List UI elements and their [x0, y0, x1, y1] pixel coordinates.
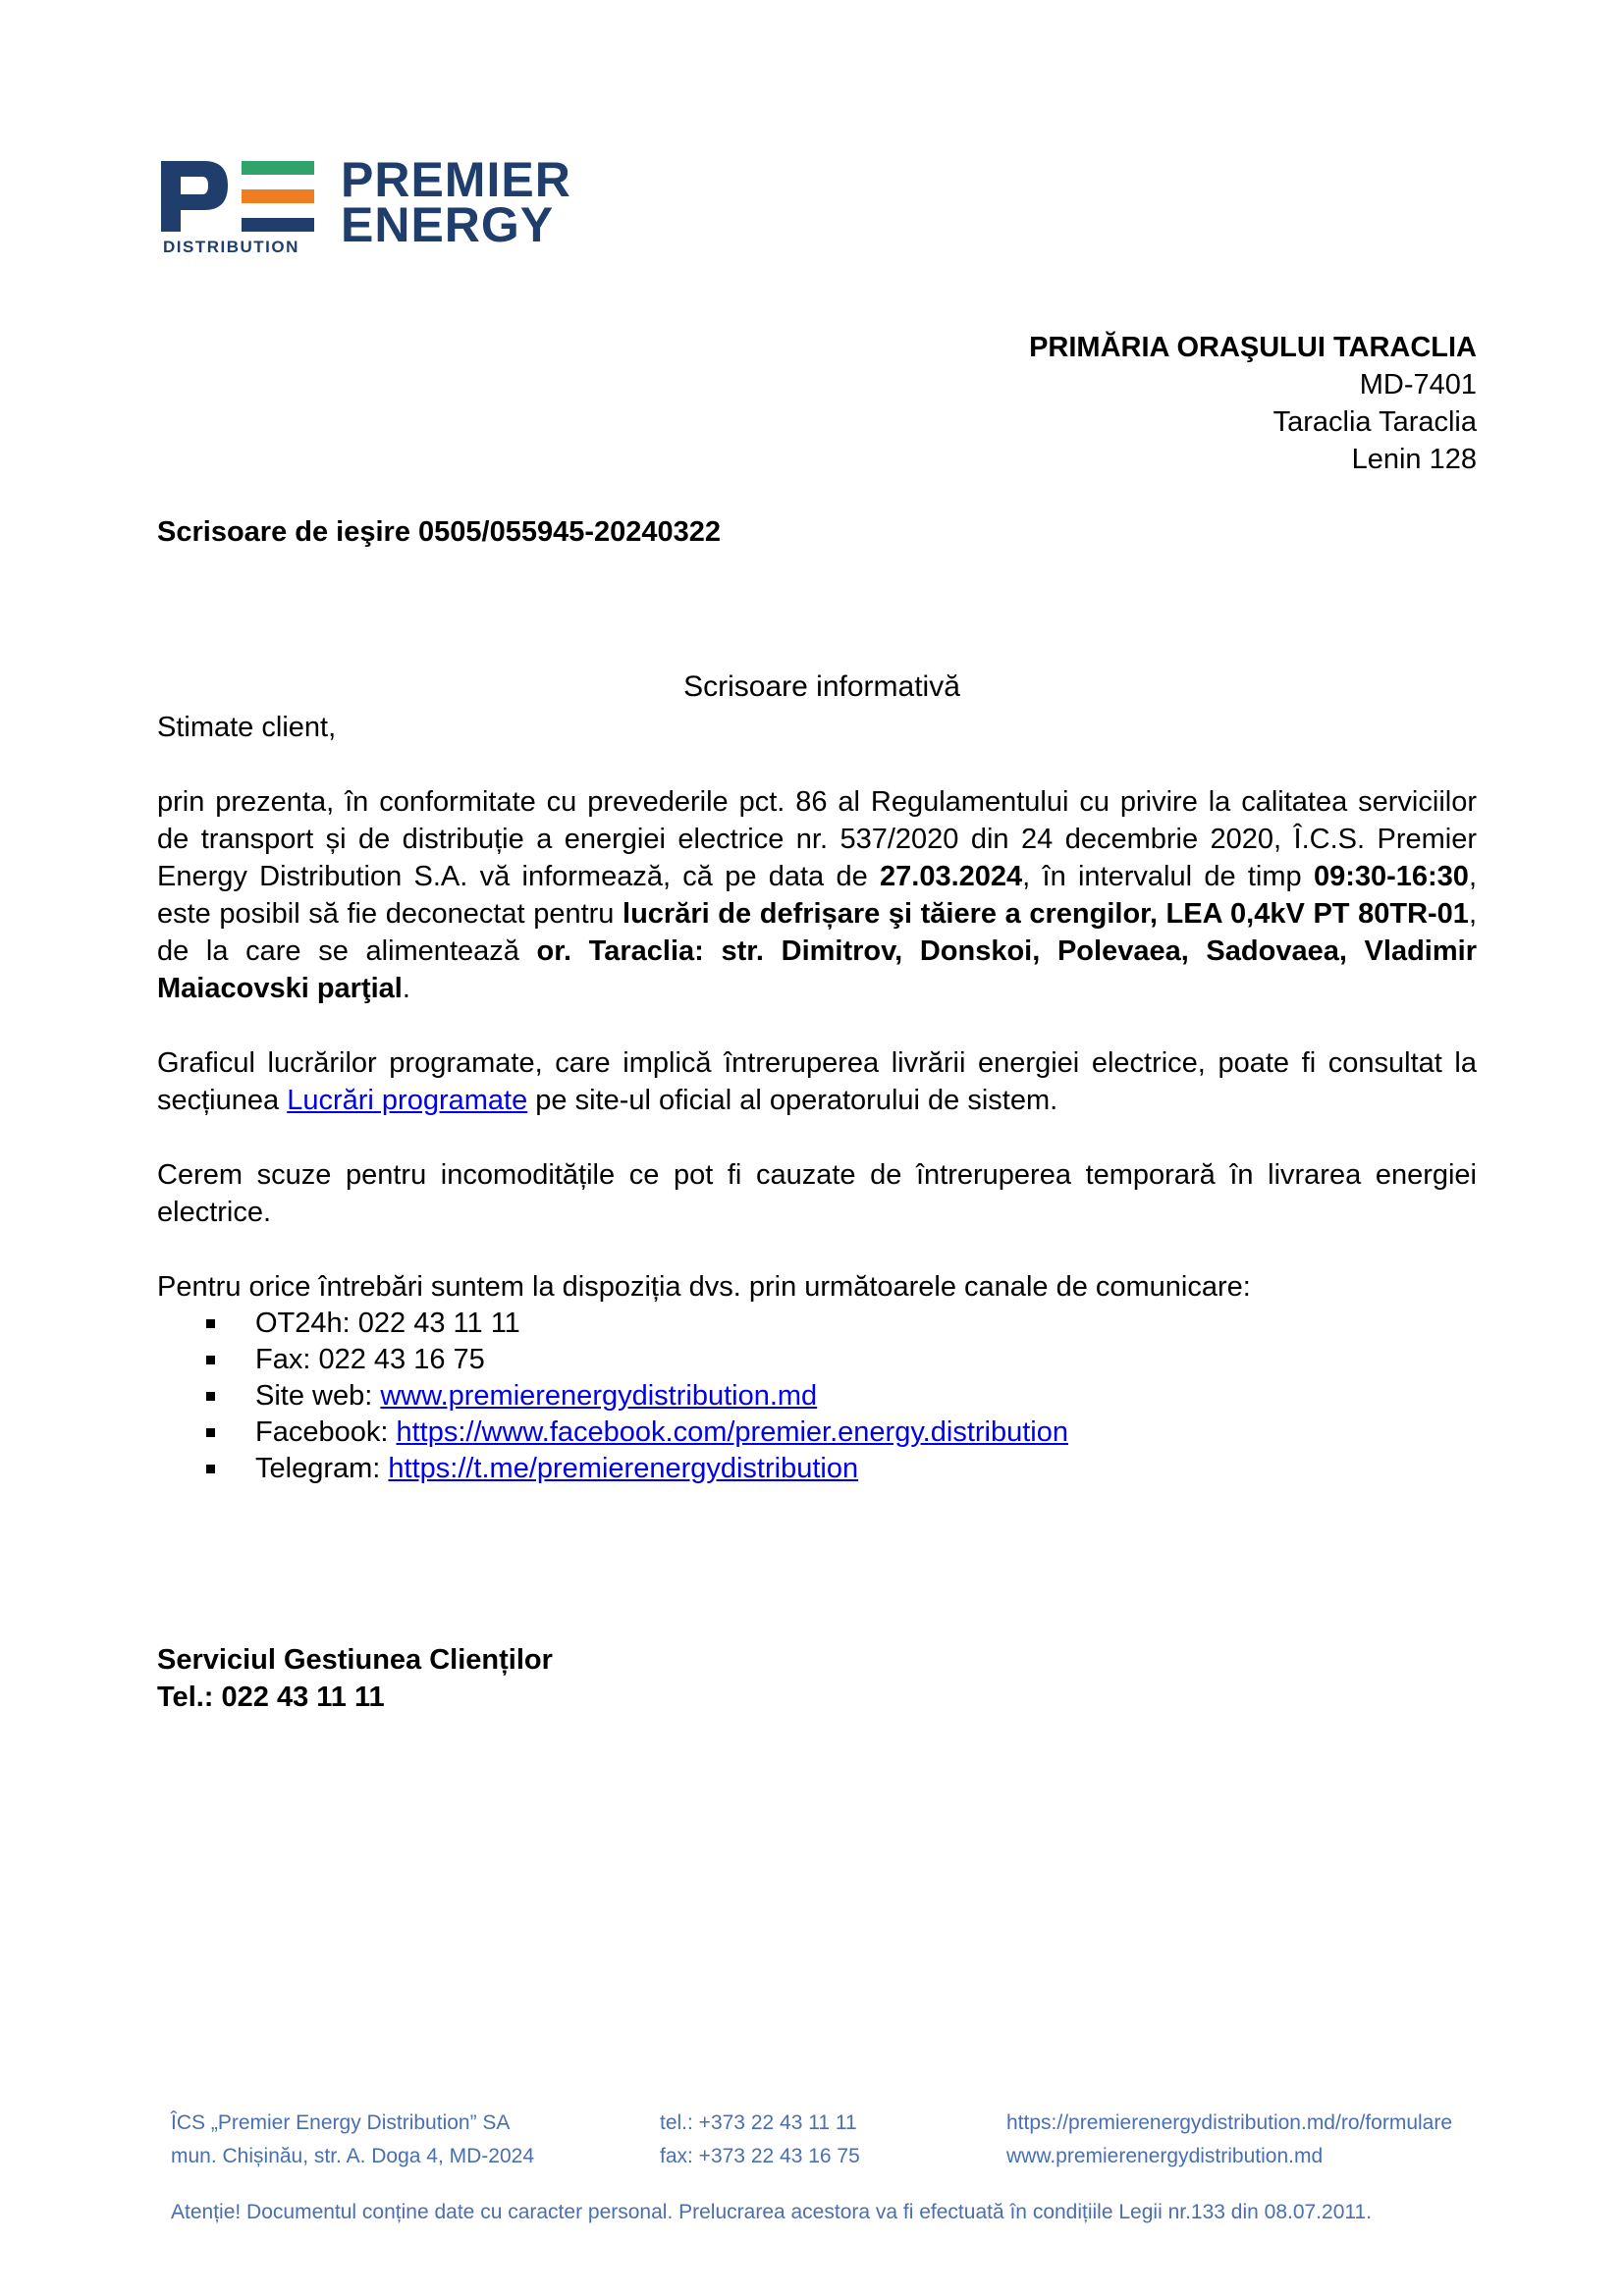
work-description: lucrări de defrișare şi tăiere a crengilor, LEA 0,4kV PT 80TR-01	[623, 898, 1469, 930]
channel-label: Site web:	[255, 1380, 381, 1412]
p1-text-1: prin prezenta, în conformitate cu prevederile pct. 86 al Regulamentului cu privire la calitatea serviciilor de transport și de distribuție a energiei electrice nr. 537/2020 din 24 decembrie 2020, Î.C.S. Premier Energy Distribution S.A. vă informează, că pe data de	[157, 786, 1477, 892]
list-item-fax	[206, 1342, 1477, 1378]
logo-mark-icon	[157, 157, 334, 236]
footer-privacy-note: Atenție! Documentul conține date cu caracter personal. Prelucrarea acestora va fi efectuată în condițiile Legii nr.133 din 08.07.2011.	[171, 2201, 1373, 2223]
bullet-icon	[206, 1319, 215, 1328]
list-item-website	[206, 1378, 1477, 1415]
channel-label: Fax: 022 43 16 75	[255, 1344, 485, 1375]
footer-company-column	[171, 2107, 534, 2173]
channel-label: Facebook:	[255, 1416, 397, 1448]
paragraph-apology: Cerem scuze pentru incomoditățile ce pot fi cauzate de întreruperea temporară în livrarea energiei electrice.	[157, 1159, 1477, 1228]
recipient-postal: MD-7401	[1359, 369, 1477, 400]
letter-reference: Scrisoare de ieşire 0505/055945-20240322	[157, 516, 722, 548]
outage-date: 27.03.2024	[880, 861, 1023, 892]
footer-address: mun. Chișinău, str. A. Doga 4, MD-2024	[171, 2145, 535, 2167]
footer-forms-url: https://premierenergydistribution.md/ro/formulare	[1006, 2111, 1453, 2134]
scheduled-works-link[interactable]: Lucrări programate	[287, 1085, 528, 1116]
logo-line-premier: PREMIER	[341, 152, 571, 207]
signature-department: Serviciul Gestiunea Clienților	[157, 1644, 553, 1676]
signature-phone: Tel.: 022 43 11 11	[157, 1682, 385, 1713]
bullet-icon	[206, 1392, 215, 1401]
bullet-icon	[206, 1428, 215, 1437]
logo-subtitle: DISTRIBUTION	[163, 238, 299, 256]
recipient-address	[1029, 329, 1477, 478]
footer-fax: fax: +373 22 43 16 75	[660, 2145, 860, 2167]
footer-site-url: www.premierenergydistribution.md	[1006, 2145, 1324, 2167]
footer-company: ÎCS „Premier Energy Distribution” SA	[171, 2111, 511, 2134]
p1-text-4: , de la care se alimentează	[157, 898, 1477, 967]
p1-text-5: .	[402, 973, 410, 1004]
bullet-icon	[206, 1465, 215, 1473]
recipient-name: PRIMĂRIA ORAŞULUI TARACLIA	[1029, 332, 1477, 363]
paragraph-notice	[157, 783, 1477, 1007]
affected-area: or. Taraclia: str. Dimitrov, Donskoi, Polevaea, Sadovaea, Vladimir Maiacovski parţial	[157, 935, 1477, 1004]
p2-text-1: Graficul lucrărilor programate, care implică întreruperea livrării energiei electrice, poate fi consultat la secțiunea	[157, 1047, 1477, 1116]
document-heading-text: Scrisoare informativă	[683, 670, 960, 703]
signature-block	[157, 1641, 553, 1716]
footer-phone-column	[660, 2107, 860, 2173]
recipient-street: Lenin 128	[1351, 444, 1477, 475]
greeting: Stimate client,	[157, 712, 337, 743]
telegram-link[interactable]: https://t.me/premierenergydistribution	[388, 1453, 859, 1484]
list-item-facebook	[206, 1415, 1477, 1451]
bullet-icon	[206, 1356, 215, 1364]
footer-url-column	[1006, 2107, 1452, 2173]
p1-text-2: , în intervalul de timp	[1022, 861, 1314, 892]
company-logo	[157, 152, 589, 265]
channel-label: OT24h: 022 43 11 11	[255, 1308, 520, 1339]
letter-body	[157, 709, 1477, 1487]
document-heading	[0, 670, 1624, 704]
channel-label: Telegram:	[255, 1453, 389, 1484]
logo-line-energy: ENERGY	[341, 197, 555, 252]
website-link[interactable]: www.premierenergydistribution.md	[380, 1380, 818, 1412]
p1-text-3: , este posibil să fie deconectat pentru	[157, 861, 1477, 930]
logo-wordmark	[341, 152, 571, 252]
outage-time: 09:30-16:30	[1313, 861, 1469, 892]
list-item-ot24h	[206, 1306, 1477, 1342]
list-item-telegram	[206, 1451, 1477, 1487]
p2-text-2: pe site-ul oficial al operatorului de sistem.	[527, 1085, 1058, 1116]
paragraph-schedule	[157, 1044, 1477, 1119]
paragraph-contact-intro: Pentru orice întrebări suntem la dispoziția dvs. prin următoarele canale de comunicare:	[157, 1271, 1251, 1303]
recipient-city: Taraclia Taraclia	[1272, 406, 1477, 438]
facebook-link[interactable]: https://www.facebook.com/premier.energy.distribution	[396, 1416, 1068, 1448]
footer-tel: tel.: +373 22 43 11 11	[660, 2111, 857, 2134]
contact-channels-list	[157, 1306, 1477, 1487]
